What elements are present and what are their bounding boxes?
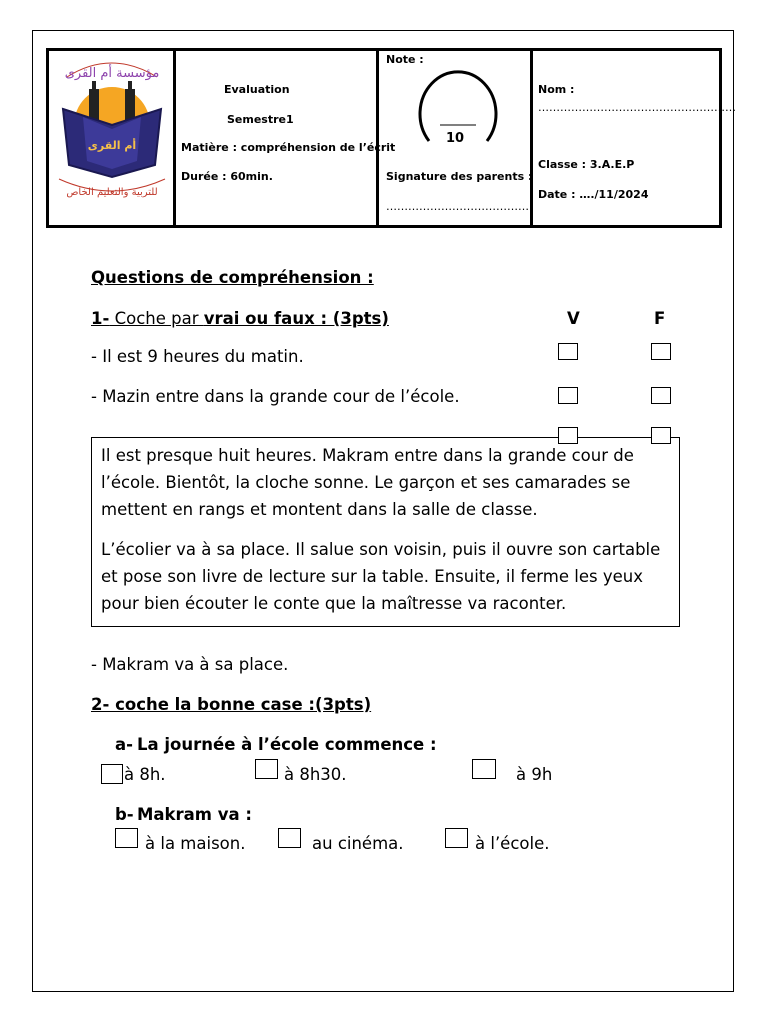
q2a-option-2: à 8h30. [284,765,347,784]
school-logo-graphic [53,53,171,223]
statement-2-false-checkbox[interactable] [651,387,671,404]
name-field[interactable]: ……………………………………………… [538,101,736,114]
q2a-label: a- [115,735,133,754]
q1-instruction [91,309,389,328]
q2b-option-2-checkbox[interactable] [278,828,301,848]
header-divider [173,51,176,225]
column-false: F [654,309,666,328]
statement-3-true-checkbox[interactable] [558,427,578,444]
q2b-option-1: à la maison. [145,834,246,853]
logo-center-text: أم القرى [87,139,137,152]
q2a-option-3-checkbox[interactable] [472,759,496,779]
q2a-option-3: à 9h [516,765,553,784]
q2a-option-1: à 8h. [124,765,166,784]
statement-2: - Mazin entre dans la grande cour de l’école. [91,387,460,406]
q2a-option-2-checkbox[interactable] [255,759,278,779]
q2b-option-3-checkbox[interactable] [445,828,468,848]
passage-paragraph-2: L’écolier va à sa place. Il salue son voisin, puis il ouvre son cartable et pose son livre de lecture sur la table. Ensuite, il ferme les yeux pour bien écouter le conte que la maîtresse va raconter. [101,540,661,613]
statement-3: - Makram va à sa place. [91,655,289,674]
q2-title: 2- coche la bonne case :(3pts) [91,695,372,714]
q2a-option-1-checkbox[interactable] [101,764,123,784]
class-label: Classe : 3.A.E.P [538,158,635,171]
evaluation-title: Evaluation [224,83,290,96]
q2a-question: La journée à l’école commence : [137,735,437,754]
q1-text-bold: vrai ou faux : (3pts) [203,309,389,328]
header-table [46,48,736,228]
grade-max: 10 [446,131,465,146]
subject-label: Matière : compréhension de l’écrit [181,141,396,154]
q1-number: 1- [91,309,110,328]
school-logo [53,53,171,223]
signature-field[interactable]: ………………………………… [386,200,529,213]
logo-bottom-text: للتربية والتعليم الخاص [66,187,158,198]
header-divider [376,51,379,225]
name-label: Nom : [538,83,575,96]
reading-passage [91,437,680,627]
q2b-question: Makram va : [137,805,252,824]
date-label: Date : …./11/2024 [538,188,649,201]
section-title: Questions de compréhension : [91,268,374,287]
header-divider [530,51,533,225]
statement-1-false-checkbox[interactable] [651,343,671,360]
statement-2-true-checkbox[interactable] [558,387,578,404]
statement-3-false-checkbox[interactable] [651,427,671,444]
q2b-option-2: au cinéma. [312,834,404,853]
q1-text: Coche par [109,309,204,328]
semester-label: Semestre1 [227,113,294,126]
q2b-label: b- [115,805,134,824]
q2b-option-3: à l’école. [475,834,550,853]
duration-label: Durée : 60min. [181,170,273,183]
logo-top-text: مؤسسة أم القرى [64,66,160,81]
q2b-option-1-checkbox[interactable] [115,828,138,848]
statement-1: - Il est 9 heures du matin. [91,347,304,366]
statement-1-true-checkbox[interactable] [558,343,578,360]
passage-paragraph-1: Il est presque huit heures. Makram entre dans la grande cour de l’école. Bientôt, la cloche sonne. Le garçon et ses camarades se mettent en rangs et montent dans la salle de classe. [101,446,634,519]
signature-label: Signature des parents : [386,170,533,183]
note-label: Note : [386,53,424,66]
column-true: V [567,309,580,328]
